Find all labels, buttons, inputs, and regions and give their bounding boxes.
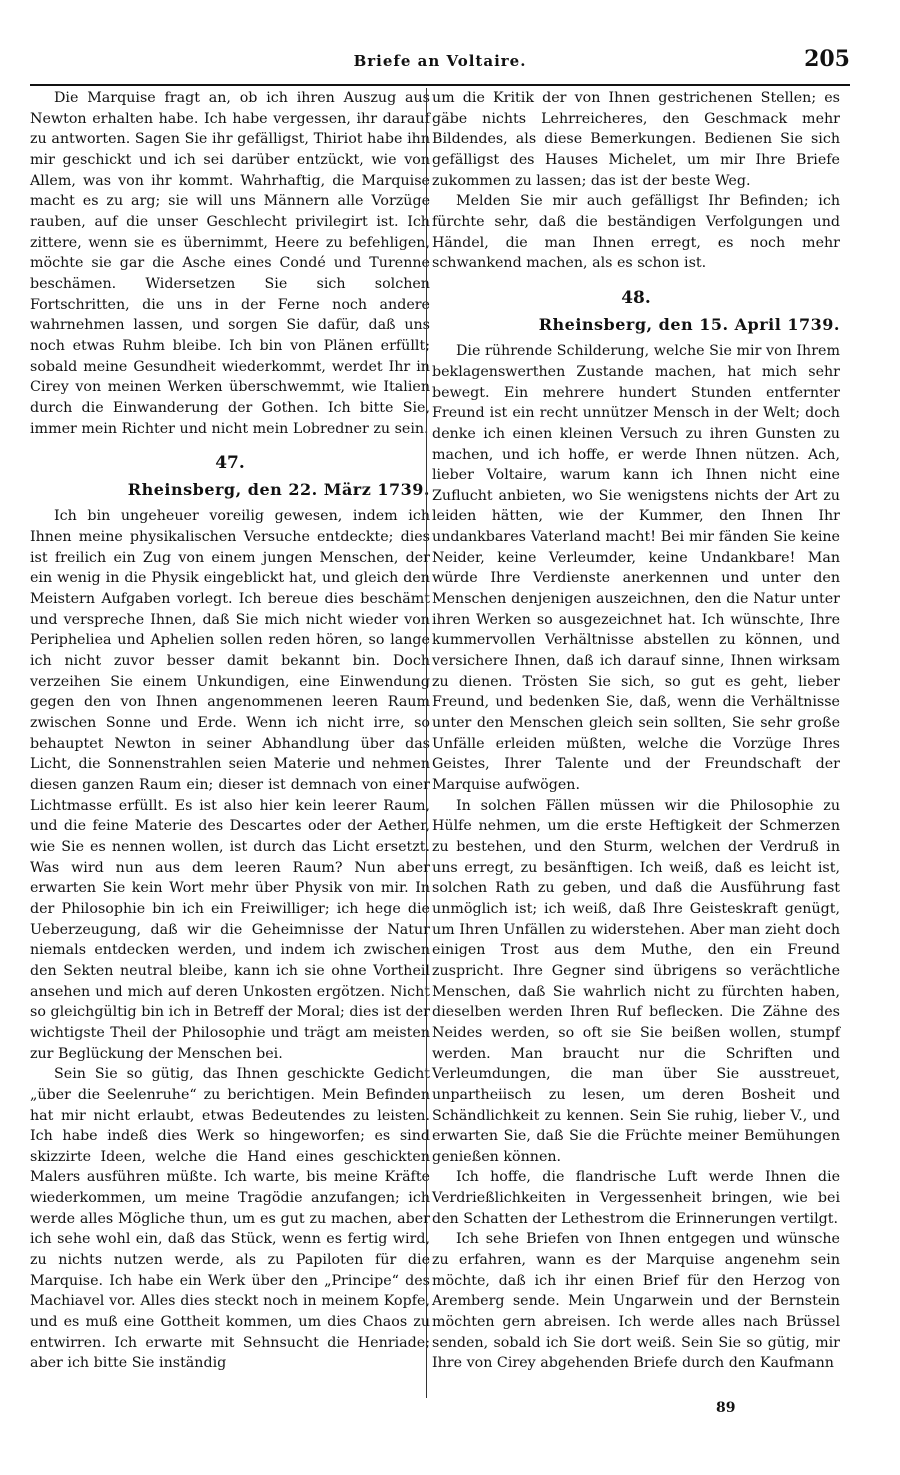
page-header <box>30 44 850 84</box>
paragraph: Die Marquise fragt an, ob ich ihren Auszug aus Newton erhalten habe. Ich habe vergessen, ihr darauf zu antworten. Sagen Sie ihr gefälligst, Thiriot habe ihn mir geschickt und ich sei darüber entzückt, wie von Allem, was von ihr kommt. Wahrhaftig, die Marquise macht es zu arg; sie will uns Männern alle Vorzüge rauben, auf die unser Geschlecht privilegirt ist. Ich zittere, wenn sie es übernimmt, Heere zu befehligen, möchte sie gar die Asche eines Condé und Turenne beschämen. Widersetzen Sie sich solchen Fortschritten, die uns in der Ferne noch andere wahrnehmen lassen, und sorgen Sie dafür, daß uns noch etwas Ruhm bleibe. Ich bin von Plänen erfüllt; sobald meine Gesundheit wiederkommt, werdet Ihr in Cirey von meinen Werken überschwemmt, wie Italien durch die Einwanderung der Gothen. Ich bitte Sie, immer mein Richter und nicht mein Lobredner zu sein. <box>30 90 430 437</box>
letter-number: 47. <box>215 453 245 474</box>
left-column <box>30 88 430 1374</box>
column-divider <box>426 88 427 1398</box>
paragraph: um die Kritik der von Ihnen gestrichenen Stellen; es gäbe nichts Lehrreicheres, den Geschmack mehr Bildendes, als diese Bemerkungen. Bedienen Sie sich gefälligst des Hauses Michelet, um mir Ihre Briefe zukommen zu lassen; das ist der beste Weg. <box>432 90 840 189</box>
letter-dateline: Rheinsberg, den 15. April 1739. <box>538 314 840 334</box>
paragraph: In solchen Fällen müssen wir die Philosophie zu Hülfe nehmen, um die erste Heftigkeit der Schmerzen zu bestehen, und den Sturm, welchen der Verdruß in uns erregt, zu besänftigen. Ich weiß, daß es leicht ist, solchen Rath zu geben, und daß die Ausführung fast unmöglich ist; ich weiß, daß Ihre Geisteskraft genügt, um Ihren Unfällen zu widerstehen. Aber man zieht doch einigen Trost aus dem Muthe, den ein Freund zuspricht. Ihre Gegner sind übrigens so verächtliche Menschen, daß Sie wahrlich nicht zu fürchten haben, dieselben werden Ihren Ruf beflecken. Die Zähne des Neides werden, so oft sie Sie beißen wollen, stumpf werden. Man braucht nur die Schriften und Verleumdungen, die man über Sie ausstreuet, unpartheiisch zu lesen, um deren Bosheit und Schändlichkeit zu kennen. Sein Sie ruhig, lieber V., und erwarten Sie, daß Sie die Früchte meiner Bemühungen genießen können. <box>432 797 840 1165</box>
paragraph: Ich bin ungeheuer voreilig gewesen, indem ich Ihnen meine physikalischen Versuche entdeckte; dies ist freilich ein Zug von einem jungen Menschen, der ein wenig in die Physik eingeblickt hat, und gleich den Meistern Aufgaben vorlegt. Ich bereue dies beschämt und verspreche Ihnen, daß Sie mich nicht wieder von Peripheliea und Aphelien sollen reden hören, so lange ich nicht zuvor besser damit bekannt bin. Doch verzeihen Sie einem Unkundigen, eine Einwendung gegen den von Ihnen angenommenen leeren Raum zwischen Sonne und Erde. Wenn ich nicht irre, so behauptet Newton in seiner Abhandlung über das Licht, die Sonnenstrahlen seien Materie und nehmen diesen ganzen Raum ein; dieser ist demnach von einer Lichtmasse erfüllt. Es ist also hier kein leerer Raum, und die feine Materie des Descartes oder der Aether, wie Sie es nennen wollen, ist durch das Licht ersetzt. Was wird nun aus dem leeren Raum? Nun aber erwarten Sie kein Wort mehr über Physik von mir. In der Philosophie bin ich ein Freiwilliger; ich hege die Ueberzeugung, daß wir die Geheimnisse der Natur niemals entdecken werden, und indem ich zwischen den Sekten neutral bleibe, kann ich sie ohne Vortheil ansehen und mich auf deren Unkosten ergötzen. Nicht so gleichgültig bin ich in Betreff der Moral; dies ist der wichtigste Theil der Philosophie und trägt am meisten zur Beglückung der Menschen bei. <box>30 508 430 1062</box>
paragraph: Melden Sie mir auch gefälligst Ihr Befinden; ich fürchte sehr, daß die beständigen Verfolgungen und Händel, die man Ihnen erregt, es noch mehr schwankend machen, als es schon ist. <box>432 193 840 272</box>
paragraph: Ich hoffe, die flandrische Luft werde Ihnen die Verdrießlichkeiten in Vergessenheit bringen, wie bei den Schatten der Lethestrom die Erinnerungen vertilgt. <box>432 1169 840 1227</box>
page-number: 205 <box>804 46 850 72</box>
running-title: Briefe an Voltaire. <box>353 52 527 70</box>
paragraph: Sein Sie so gütig, das Ihnen geschickte Gedicht „über die Seelenruhe“ zu berichtigen. Mein Befinden hat mir nicht erlaubt, etwas Bedeutendes zu leisten. Ich habe indeß dies Werk so hingeworfen; es sind skizzirte Ideen, welche die Hand eines geschickten Malers ausführen müßte. Ich warte, bis meine Kräfte wiederkommen, um meine Tragödie anzufangen; ich werde alles Mögliche thun, um es gut zu machen, aber ich sehe wohl ein, daß das Stück, wenn es fertig wird, zu nichts nutzen werde, als zu Papiloten für die Marquise. Ich habe ein Werk über den „Principe“ des Machiavel vor. Alles dies steckt noch in meinem Kopfe, und es muß eine Gottheit kommen, um dies Chaos zu entwirren. Ich erwarte mit Sehnsucht die Henriade; aber ich bitte Sie inständig <box>30 1066 430 1372</box>
signature-mark: 89 <box>716 1400 736 1416</box>
paragraph: Ich sehe Briefen von Ihnen entgegen und wünsche zu erfahren, wann es der Marquise angenehm sein möchte, daß ich ihr einen Brief für den Herzog von Aremberg sende. Mein Ungarwein und der Bernstein möchten gern abreisen. Ich werde alles nach Brüssel senden, sobald ich Sie dort weiß. Sein Sie so gütig, mir Ihre von Cirey abgehenden Briefe durch den Kaufmann <box>432 1231 840 1372</box>
letter-dateline: Rheinsberg, den 22. März 1739. <box>127 479 430 499</box>
right-column <box>432 88 840 1374</box>
paragraph: Die rührende Schilderung, welche Sie mir von Ihrem beklagenswerthen Zustande machen, hat mich sehr bewegt. Ein mehrere hundert Stunden entfernter Freund ist ein recht unnützer Mensch in der Welt; doch denke ich einen kleinen Versuch zu ihren Gunsten zu machen, und ich hoffe, er werde Ihnen nützen. Ach, lieber Voltaire, warum kann ich Ihnen nicht eine Zuflucht anbieten, wo Sie wenigstens nichts der Art zu leiden hätten, wie der Kummer, den Ihnen Ihr undankbares Vaterland macht! Bei mir fänden Sie keine Neider, keine Verleumder, keine Undankbare! Man würde Ihre Verdienste anerkennen und unter den Menschen denjenigen auszeichnen, den die Natur unter ihren Werken so ausgezeichnet hat. Ich wünschte, Ihre kummervollen Verhältnisse abstellen zu können, und versichere Ihnen, daß ich darauf sinne, Ihnen wirksam zu dienen. Trösten Sie sich, so gut es geht, lieber Freund, und bedenken Sie, daß, wenn die Verhältnisse unter den Menschen gleich sein sollten, Sie sehr große Unfälle erleiden müßten, welche die Vorzüge Ihres Geistes, Ihrer Talente und der Freundschaft der Marquise aufwögen. <box>432 343 840 793</box>
letter-number: 48. <box>621 287 651 308</box>
header-rule <box>30 84 850 86</box>
